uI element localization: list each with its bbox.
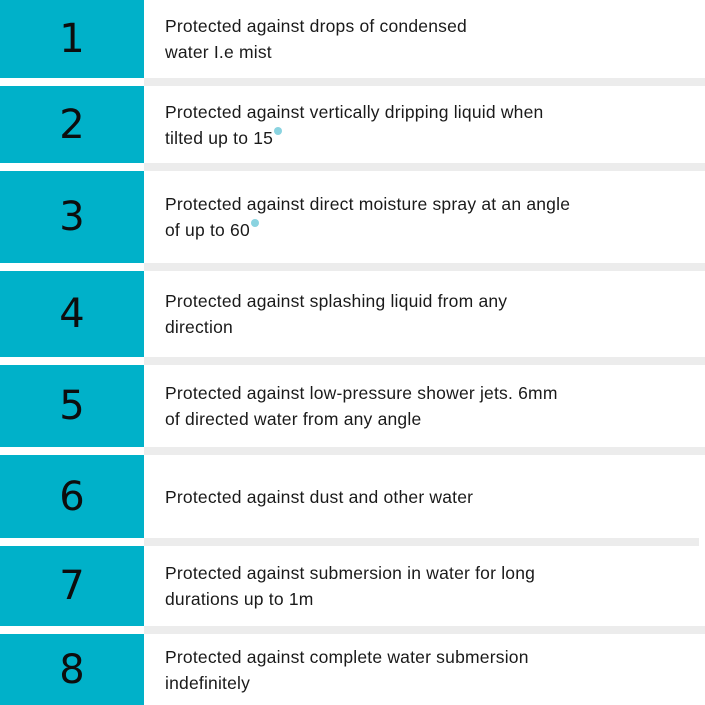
degree-dot-icon (274, 127, 282, 135)
rating-row-8 (0, 634, 705, 705)
description-line-2: of directed water from any angle (165, 409, 422, 429)
description-line-2: durations up to 1m (165, 589, 314, 609)
description-line-2: water I.e mist (165, 42, 272, 62)
description-line-1: Protected against low-pressure shower jets. 6mm (165, 383, 558, 403)
rating-row-1 (0, 0, 705, 78)
row-separator (144, 538, 699, 546)
rating-description (165, 86, 665, 163)
description-line-2: indefinitely (165, 672, 251, 693)
rating-row-2 (0, 86, 705, 163)
description-line-1: Protected against vertically dripping liquid when (165, 101, 544, 122)
rating-number: 7 (0, 546, 144, 626)
description-line-1: Protected against submersion in water for long (165, 563, 536, 583)
row-separator (144, 447, 705, 455)
rating-description (165, 0, 665, 78)
rating-number: 6 (0, 455, 144, 538)
description-line-2: tilted up to 15 (165, 127, 274, 148)
rating-row-5 (0, 365, 705, 447)
rating-description (165, 546, 665, 626)
description-line-1: Protected against dust and other water (165, 486, 474, 507)
row-separator (144, 78, 705, 86)
degree-dot-icon (251, 219, 259, 227)
rating-row-6 (0, 455, 705, 538)
row-separator (144, 357, 705, 365)
rating-description (165, 171, 665, 263)
rating-number: 1 (0, 0, 144, 78)
description-line-1: Protected against direct moisture spray at an angle (165, 194, 571, 214)
rating-description (165, 271, 665, 357)
rating-description (165, 634, 665, 705)
rating-description (165, 455, 665, 538)
row-separator (144, 626, 705, 634)
row-separator (144, 263, 705, 271)
rating-number: 4 (0, 271, 144, 357)
rating-number: 5 (0, 365, 144, 447)
rating-number: 3 (0, 171, 144, 263)
description-line-1: Protected against drops of condensed (165, 16, 467, 36)
rating-number: 8 (0, 634, 144, 705)
rating-number: 2 (0, 86, 144, 163)
description-line-1: Protected against splashing liquid from any (165, 291, 508, 311)
description-line-2: direction (165, 317, 233, 337)
description-line-1: Protected against complete water submersion (165, 646, 529, 667)
rating-row-3 (0, 171, 705, 263)
rating-row-7 (0, 546, 705, 626)
description-line-2: of up to 60 (165, 220, 250, 240)
row-separator (144, 163, 705, 171)
rating-row-4 (0, 271, 705, 357)
rating-description (165, 365, 665, 447)
